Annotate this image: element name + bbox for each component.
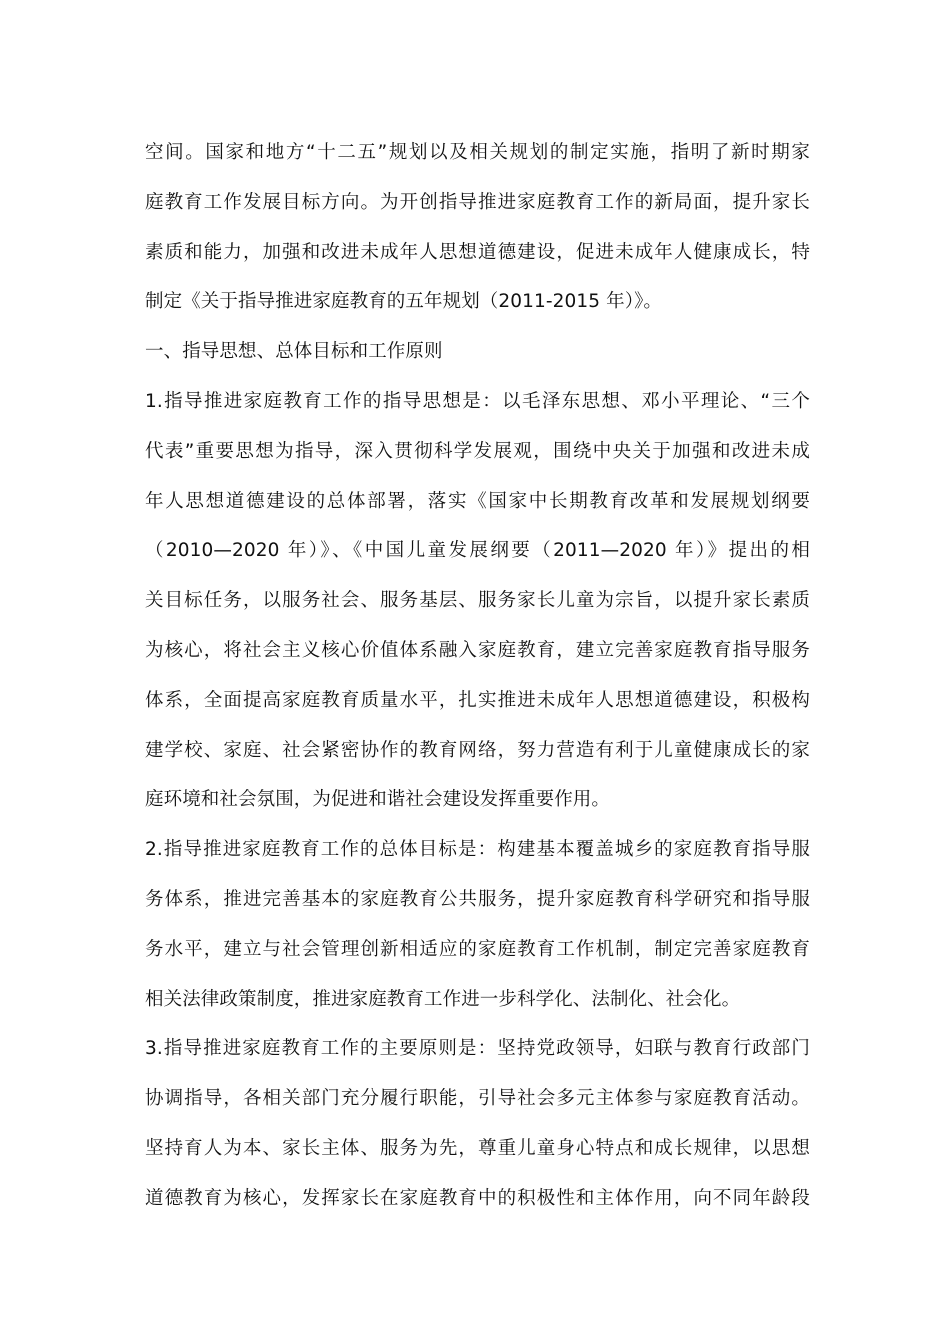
text-line: 务水平，建立与社会管理创新相适应的家庭教育工作机制，制定完善家庭教育: [145, 938, 810, 960]
text-line: 2.指导推进家庭教育工作的总体目标是：构建基本覆盖城乡的家庭教育指导服: [145, 839, 810, 861]
text-line: 空间。国家和地方“十二五”规划以及相关规划的制定实施，指明了新时期家: [145, 142, 810, 163]
section-heading: 一、指导思想、总体目标和工作原则: [145, 341, 443, 363]
text-line: （2010—2020 年）》、《中国儿童发展纲要（2011—2020 年）》提出的相: [145, 540, 810, 562]
text-line: 庭环境和社会氛围，为促进和谐社会建设发挥重要作用。: [145, 789, 611, 811]
text-line: 道德教育为核心，发挥家长在家庭教育中的积极性和主体作用，向不同年龄段: [145, 1187, 810, 1209]
text-line: 年人思想道德建设的总体部署，落实《国家中长期教育改革和发展规划纲要: [145, 490, 810, 512]
text-line: 体系，全面提高家庭教育质量水平，扎实推进未成年人思想道德建设，积极构: [145, 689, 810, 711]
text-line: 建学校、家庭、社会紧密协作的教育网络，努力营造有利于儿童健康成长的家: [145, 739, 810, 761]
body-text: [145, 128, 810, 1224]
text-line: 协调指导，各相关部门充分履行职能，引导社会多元主体参与家庭教育活动。: [145, 1088, 810, 1110]
text-line: 庭教育工作发展目标方向。为开创指导推进家庭教育工作的新局面，提升家长: [145, 191, 810, 213]
text-line: 相关法律政策制度，推进家庭教育工作进一步科学化、法制化、社会化。: [145, 988, 741, 1010]
text-line: 3.指导推进家庭教育工作的主要原则是：坚持党政领导，妇联与教育行政部门: [145, 1038, 810, 1060]
text-line: 坚持育人为本、家长主体、服务为先，尊重儿童身心特点和成长规律，以思想: [145, 1137, 810, 1159]
text-line: 素质和能力，加强和改进未成年人思想道德建设，促进未成年人健康成长，特: [145, 241, 810, 263]
text-line: 务体系，推进完善基本的家庭教育公共服务，提升家庭教育科学研究和指导服: [145, 888, 810, 910]
text-line: 1.指导推进家庭教育工作的指导思想是：以毛泽东思想、邓小平理论、“三个: [145, 390, 810, 412]
text-line: 制定《关于指导推进家庭教育的五年规划（2011-2015 年）》。: [145, 291, 663, 313]
text-line: 关目标任务，以服务社会、服务基层、服务家长儿童为宗旨，以提升家长素质: [145, 590, 810, 612]
text-line: 为核心，将社会主义核心价值体系融入家庭教育，建立完善家庭教育指导服务: [145, 639, 810, 661]
text-line: 代表”重要思想为指导，深入贯彻科学发展观，围绕中央关于加强和改进未成: [145, 440, 810, 462]
